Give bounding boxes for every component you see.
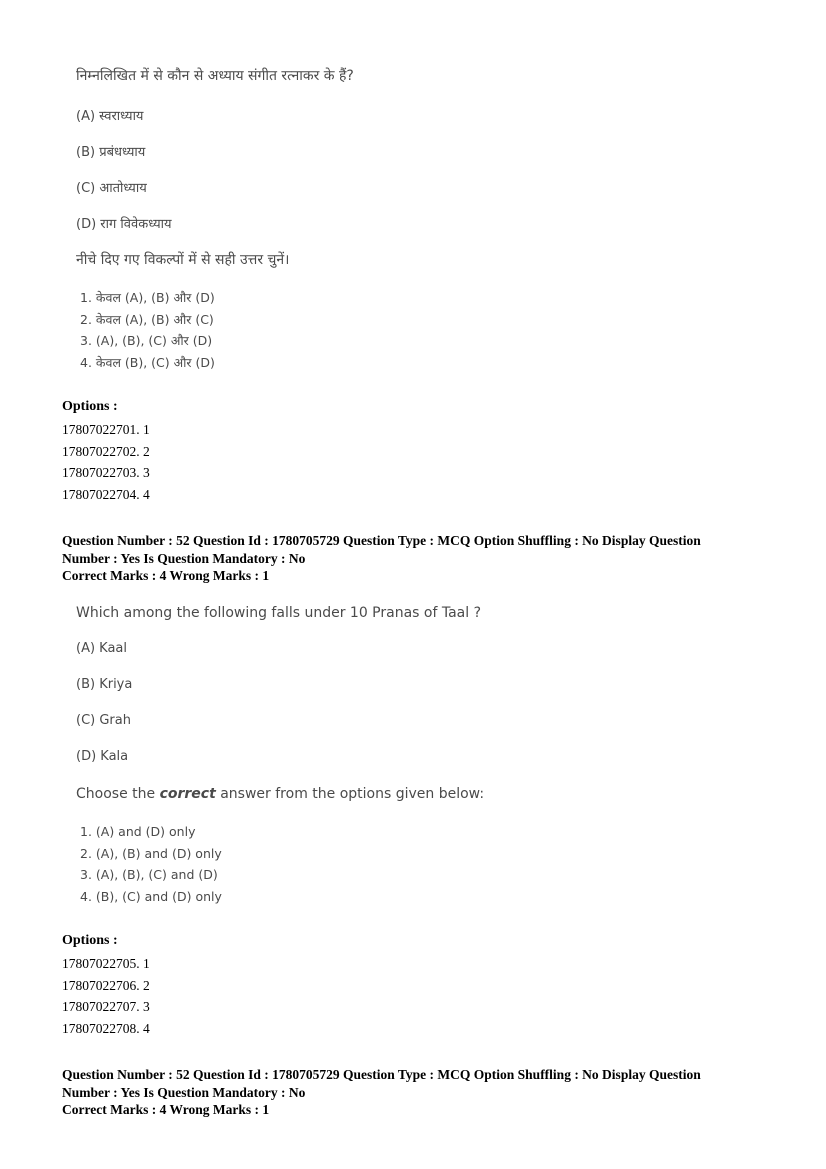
question-2-statement-c: (C) Grah (76, 713, 131, 728)
question-1-stem: निम्नलिखित में से कौन से अध्याय संगीत रत्नाकर के हैं? (76, 68, 354, 84)
option-item: 17807022706. 2 (62, 977, 150, 993)
options-list (62, 953, 150, 1040)
question-1-statement-d: (D) राग विवेकध्याय (76, 217, 172, 232)
question-1-instruction: नीचे दिए गए विकल्पों में से सही उत्तर चुनें। (76, 252, 290, 268)
question-1-statement-a: (A) स्वराध्याय (76, 109, 144, 124)
question-2-statement-d: (D) Kala (76, 749, 129, 764)
choice-4: 4. केवल (B), (C) और (D) (80, 355, 215, 371)
option-item: 17807022701. 1 (62, 422, 150, 437)
choice-2: 2. केवल (A), (B) और (C) (80, 311, 214, 327)
option-item: 17807022707. 3 (62, 999, 150, 1015)
meta-line: Question Number : 52 Question Id : 1780705729 Question Type : MCQ Option Shuffling : No Display Question (62, 533, 701, 548)
question-1-choices (80, 287, 215, 374)
option-item: 17807022704. 4 (62, 487, 150, 503)
options-heading: Options : (62, 399, 118, 414)
choice-3: 3. (A), (B), (C) and (D) (80, 867, 218, 883)
choice-1: 1. (A) and (D) only (80, 824, 196, 839)
choice-4: 4. (B), (C) and (D) only (80, 889, 222, 905)
meta-marks: Correct Marks : 4 Wrong Marks : 1 (62, 1102, 270, 1117)
choice-2: 2. (A), (B) and (D) only (80, 845, 222, 861)
question-2-instruction: Choose the correct answer from the options given below: (76, 786, 485, 802)
meta-line: Number : Yes Is Question Mandatory : No (62, 550, 306, 566)
question-1-statement-b: (B) प्रबंधध्याय (76, 145, 146, 160)
question-meta (62, 1066, 762, 1119)
choice-3: 3. (A), (B), (C) और (D) (80, 333, 213, 349)
emphasis-correct: correct (159, 786, 216, 802)
options-list (62, 419, 150, 506)
option-item: 17807022705. 1 (62, 956, 150, 971)
option-item: 17807022708. 4 (62, 1021, 150, 1037)
meta-line: Number : Yes Is Question Mandatory : No (62, 1084, 306, 1100)
choice-1: 1. केवल (A), (B) और (D) (80, 290, 215, 305)
options-heading: Options : (62, 933, 118, 948)
question-1-image (76, 66, 354, 85)
question-2-statement-a: (A) Kaal (76, 641, 128, 656)
question-2-stem: Which among the following falls under 10 Pranas of Taal ? (76, 605, 482, 621)
question-2-stem-box (76, 605, 481, 621)
meta-line: Question Number : 52 Question Id : 1780705729 Question Type : MCQ Option Shuffling : No Display Question (62, 1067, 701, 1082)
option-item: 17807022702. 2 (62, 443, 150, 459)
question-2-statement-b: (B) Kriya (76, 677, 133, 692)
question-1-statement-c: (C) आतोध्याय (76, 181, 147, 196)
question-2-choices (80, 821, 222, 908)
option-item: 17807022703. 3 (62, 465, 150, 481)
meta-marks: Correct Marks : 4 Wrong Marks : 1 (62, 568, 270, 583)
question-meta (62, 532, 762, 585)
